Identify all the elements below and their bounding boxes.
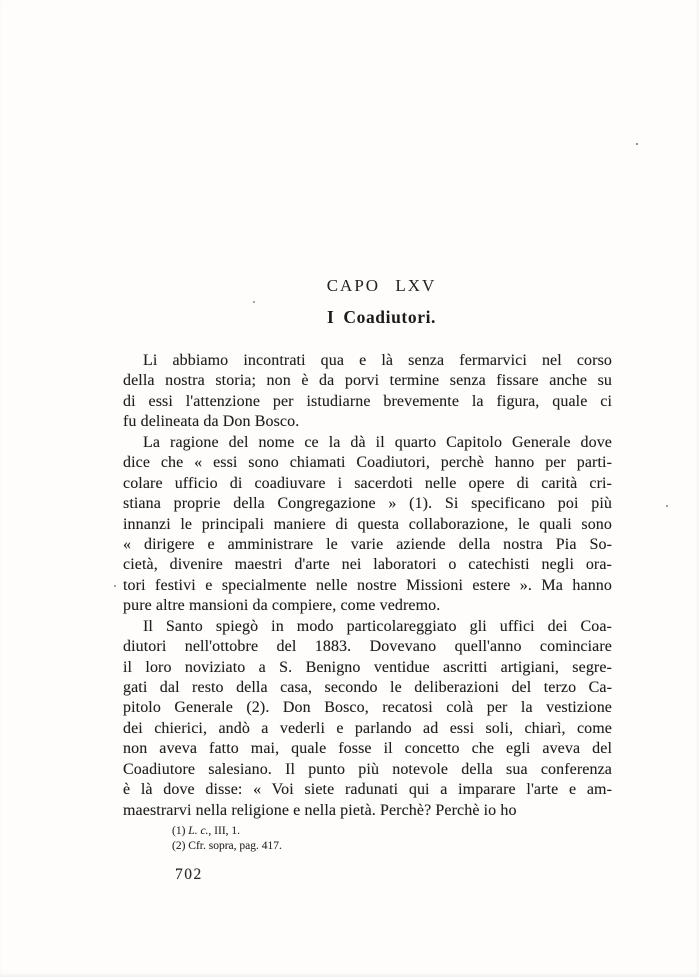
text-line: della nostra storia; non è da porvi termine senza fissare anche su (123, 372, 612, 390)
text-line: innanzi le principali maniere di questa collaborazione, le quali sono (123, 515, 612, 533)
text-line: è là dove disse: « Voi siete radunati qui a imparare l'arte e am- (123, 781, 612, 799)
footnote-2-label: (2) (172, 840, 186, 852)
footnotes (172, 824, 532, 854)
scan-speck (636, 143, 638, 145)
scan-speck (114, 585, 116, 587)
footnote-1-label: (1) (172, 825, 186, 837)
paragraph (123, 617, 612, 821)
text-line: diutori nell'ottobre del 1883. Dovevano quell'anno cominciare (123, 638, 612, 656)
text-line: non aveva fatto mai, quale fosse il concetto che egli aveva del (123, 740, 612, 758)
paragraph (123, 351, 612, 433)
page-number: 702 (175, 866, 203, 883)
text-line: dice che « essi sono chiamati Coadiutori, perchè hanno per parti- (123, 454, 612, 472)
paragraph (123, 433, 612, 617)
footnote-2-text: Cfr. sopra, pag. 417. (188, 840, 282, 852)
text-line: pitolo Generale (2). Don Bosco, recatosi colà per la vestizione (123, 699, 612, 717)
text-line: fu delineata da Don Bosco. (123, 413, 300, 431)
footnote-1-text: III, 1. (214, 825, 241, 837)
text-line: « dirigere e amministrare le varie aziende della nostra Pia So- (123, 535, 612, 553)
section-title: I Coadiutori. (326, 307, 437, 327)
text-line: tori festivi e specialmente nelle nostre Missioni estere ». Ma hanno (123, 576, 612, 594)
scan-speck (666, 505, 668, 507)
footnote-1 (172, 824, 532, 839)
text-line: La ragione del nome ce la dà il quarto Capitolo Generale dove (143, 433, 612, 451)
text-line: Li abbiamo incontrati qua e là senza fermarvici nel corso (143, 352, 612, 369)
text-line: di essi l'attenzione per istudiarne brevemente la figura, quale ci (123, 392, 612, 410)
text-line: cietà, divenire maestri d'arte nei laboratori o catechisti negli ora- (123, 556, 612, 574)
footnote-2 (172, 839, 532, 854)
text-line: dei chierici, andò a vederli e parlando ad essi soli, chiarì, come (123, 719, 612, 737)
text-line: Coadiutore salesiano. Il punto più notevole della sua conferenza (123, 760, 612, 778)
text-line: pure altre mansioni da compiere, come vedremo. (123, 597, 441, 615)
text-line: Il Santo spiegò in modo particolareggiato gli uffici dei Coa- (143, 617, 612, 635)
body-text (123, 351, 612, 821)
text-line: il loro noviziato a S. Benigno ventidue ascritti artigiani, segre- (123, 658, 612, 676)
footnote-1-italic: L. c., (188, 825, 212, 837)
text-line: maestrarvi nella religione e nella pietà. Perchè? Perchè io ho (123, 801, 517, 819)
text-line: gati dal resto della casa, secondo le deliberazioni del terzo Ca- (123, 679, 612, 696)
text-line: colare ufficio di coadiuvare i sacerdoti nelle opere di carità cri- (123, 474, 612, 492)
chapter-heading: CAPO LXV (326, 276, 437, 295)
scan-speck (253, 301, 255, 303)
text-line: stiana proprie della Congregazione » (1). Si specificano poi più (123, 495, 612, 513)
